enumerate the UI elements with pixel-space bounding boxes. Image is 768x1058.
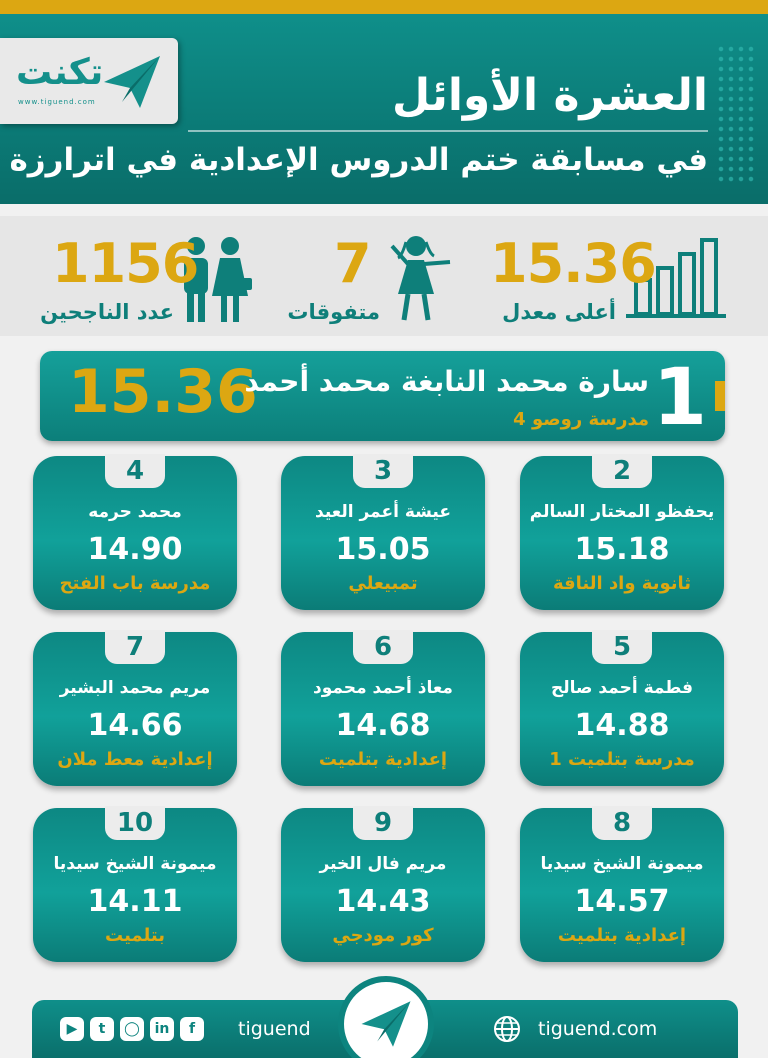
rank-card-4 (33, 456, 237, 610)
brand-logo[interactable] (0, 38, 178, 124)
social-handle[interactable]: tiguend (238, 1018, 311, 1040)
student-school: مدرسة باب الفتح (59, 573, 211, 594)
linkedin-icon[interactable]: in (150, 1017, 174, 1041)
rank-number: 10 (105, 806, 165, 840)
student-score: 14.88 (574, 708, 670, 743)
student-score: 15.05 (335, 532, 431, 567)
passed-label: عدد الناجحين (40, 300, 174, 324)
student-score: 14.57 (574, 884, 670, 919)
brand-url: www.tiguend.com (18, 98, 96, 106)
first-place-rank: 1 (652, 353, 707, 443)
rank-number: 2 (592, 454, 652, 488)
page-subtitle: في مسابقة ختم الدروس الإعدادية في اترارزة (9, 142, 708, 178)
student-school: بتلميت (105, 925, 165, 946)
student-school: مدرسة بتلميت 1 (549, 749, 695, 770)
website-link[interactable]: tiguend.com (538, 1018, 658, 1040)
header (0, 14, 768, 204)
student-name: ميمونة الشيخ سيديا (53, 854, 217, 874)
rank-card-2 (520, 456, 724, 610)
student-score: 14.90 (87, 532, 183, 567)
rank-accent (715, 381, 725, 411)
facebook-icon[interactable]: f (180, 1017, 204, 1041)
rank-number: 8 (592, 806, 652, 840)
student-score: 14.43 (335, 884, 431, 919)
footer (32, 1000, 738, 1058)
distinguished-count: 7 (334, 232, 371, 295)
student-school: ثانوية واد الناقة (552, 573, 692, 594)
rank-card-6 (281, 632, 485, 786)
student-score: 14.66 (87, 708, 183, 743)
student-school: إعدادية بتلميت (557, 925, 687, 946)
footer-logo (338, 976, 434, 1058)
rank-card-5 (520, 632, 724, 786)
student-name: ميمونة الشيخ سيديا (540, 854, 704, 874)
stats-strip (0, 216, 768, 336)
paper-plane-icon (100, 52, 164, 112)
rank-card-8 (520, 808, 724, 962)
student-school: إعدادية معط ملان (57, 749, 213, 770)
rank-number: 5 (592, 630, 652, 664)
student-score: 15.18 (574, 532, 670, 567)
student-school: كور مودجي (332, 925, 434, 946)
student-name: مريم محمد البشير (59, 678, 211, 698)
rank-card-9 (281, 808, 485, 962)
youtube-icon[interactable]: ▶ (60, 1017, 84, 1041)
passed-count: 1156 (52, 232, 199, 295)
twitter-icon[interactable]: t (90, 1017, 114, 1041)
first-place-card (40, 351, 725, 441)
first-place-name: سارة محمد النابغة محمد أحمد (244, 365, 649, 398)
student-score: 14.68 (335, 708, 431, 743)
globe-icon (492, 1014, 522, 1044)
student-name: عيشة أعمر العيد (315, 502, 451, 522)
top-accent-bar (0, 0, 768, 14)
distinguished-label: متفوقات (287, 300, 380, 324)
page-title: العشرة الأوائل (392, 70, 708, 121)
student-name: محمد حرمه (88, 502, 182, 522)
instagram-icon[interactable]: ◯ (120, 1017, 144, 1041)
rank-number: 6 (353, 630, 413, 664)
brand-name: تكنت (16, 52, 104, 93)
student-name: فطمة أحمد صالح (551, 678, 693, 698)
paper-plane-icon (358, 996, 414, 1052)
rank-card-10 (33, 808, 237, 962)
student-school: إعدادية بتلميت (318, 749, 448, 770)
girl-icon (388, 232, 452, 324)
student-school: تمبيعلي (348, 573, 418, 594)
student-name: مريم فال الخير (319, 854, 447, 874)
top-average-value: 15.36 (490, 232, 656, 295)
student-name: يحفظو المختار السالم (529, 502, 715, 522)
rank-number: 3 (353, 454, 413, 488)
top-average-label: أعلى معدل (502, 300, 616, 324)
rank-card-7 (33, 632, 237, 786)
dot-pattern (716, 44, 756, 184)
rank-number: 4 (105, 454, 165, 488)
rank-card-3 (281, 456, 485, 610)
title-divider (188, 130, 708, 132)
first-place-school: مدرسة روصو 4 (513, 409, 649, 430)
rank-number: 9 (353, 806, 413, 840)
student-score: 14.11 (87, 884, 183, 919)
rank-number: 7 (105, 630, 165, 664)
first-place-score: 15.36 (68, 357, 258, 427)
student-name: معاذ أحمد محمود (313, 678, 453, 698)
